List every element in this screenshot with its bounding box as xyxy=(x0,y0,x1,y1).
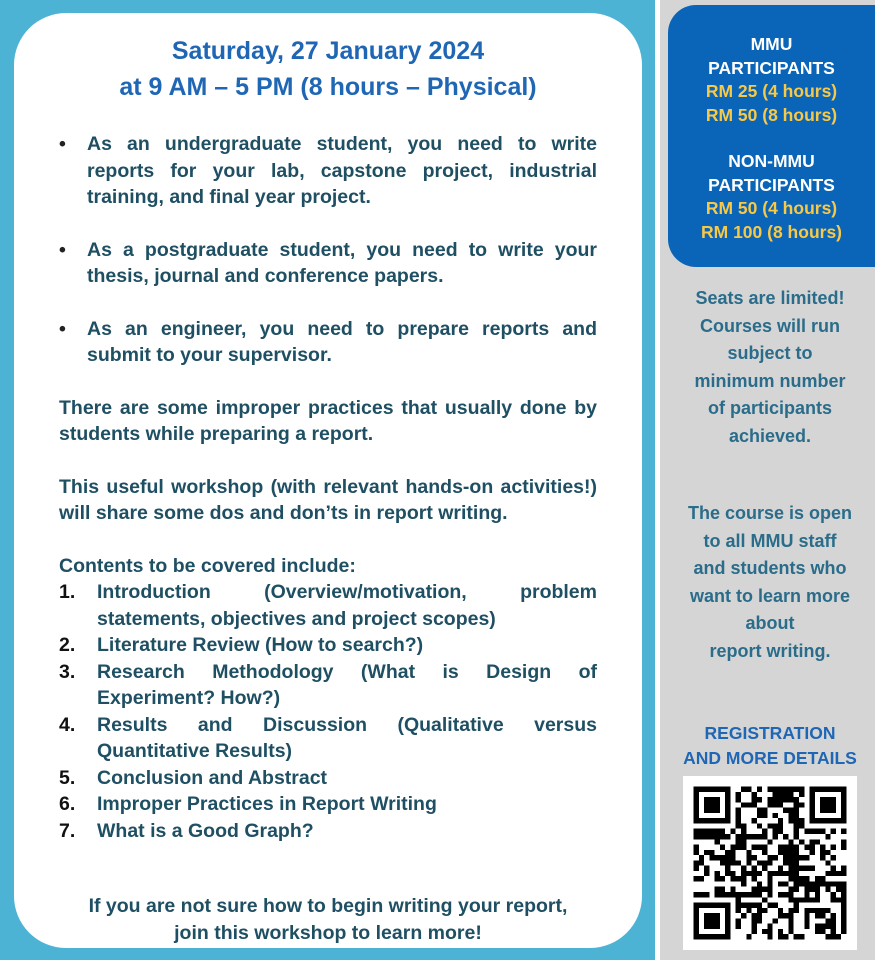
pricing-box xyxy=(668,5,875,267)
date-line: Saturday, 27 January 2024 xyxy=(171,37,485,65)
bullet-text: As an engineer, you need to prepare reports and submit to your supervisor. xyxy=(87,317,597,366)
non-mmu-title-1: NON-MMU xyxy=(728,151,815,171)
event-date xyxy=(14,33,642,105)
list-item xyxy=(59,712,597,765)
contents-list xyxy=(59,579,597,844)
note-line: Courses will run xyxy=(699,315,841,336)
note-line: achieved. xyxy=(728,425,812,446)
closing-line-2: join this workshop to learn more! xyxy=(174,921,482,944)
mmu-price-8h: RM 50 (8 hours) xyxy=(705,104,838,125)
list-text: Improper Practices in Report Writing xyxy=(97,793,437,815)
note-line: The course is open xyxy=(687,503,853,523)
list-number: 7. xyxy=(59,819,76,842)
bullet-text: As a postgraduate student, you need to write your thesis, journal and conference papers. xyxy=(87,238,597,287)
note-line: and students who xyxy=(693,558,847,578)
note-line: of participants xyxy=(707,398,832,418)
mmu-pricing xyxy=(668,33,875,127)
non-mmu-price-4h: RM 50 (4 hours) xyxy=(705,198,838,218)
bullet-dot: • xyxy=(59,133,66,155)
bullet-item xyxy=(59,316,597,369)
registration-heading xyxy=(665,721,875,771)
list-text: Literature Review (How to search?) xyxy=(97,634,424,656)
main-card xyxy=(14,13,642,948)
mmu-title-2: PARTICIPANTS xyxy=(708,57,835,78)
divider xyxy=(655,0,660,960)
note-line: Seats are limited! xyxy=(695,288,845,308)
list-text: Introduction (Overview/motivation, problem statements, objectives and project scopes) xyxy=(97,581,597,630)
closing-message xyxy=(34,893,622,946)
list-item xyxy=(59,765,597,792)
list-number: 4. xyxy=(59,713,76,736)
bullet-item xyxy=(59,131,597,211)
note-line: want to learn more xyxy=(689,585,851,606)
non-mmu-price-8h: RM 100 (8 hours) xyxy=(701,221,842,242)
time-line: at 9 AM – 5 PM (8 hours – Physical) xyxy=(119,73,537,101)
bullet-item xyxy=(59,237,597,290)
list-number: 1. xyxy=(59,581,76,603)
mmu-price-4h: RM 25 (4 hours) xyxy=(705,81,838,101)
list-item xyxy=(59,791,597,818)
note-line: to all MMU staff xyxy=(703,530,837,551)
list-item xyxy=(59,818,597,845)
list-number: 6. xyxy=(59,793,76,815)
list-text: Conclusion and Abstract xyxy=(97,766,328,789)
bullet-dot: • xyxy=(59,317,66,340)
note-line: minimum number xyxy=(694,370,846,391)
closing-line-1: If you are not sure how to begin writing your report, xyxy=(88,895,568,917)
mmu-title-1: MMU xyxy=(750,34,793,54)
list-text: Research Methodology (What is Design of Experiment? How?) xyxy=(97,660,597,709)
registration-line-1: REGISTRATION xyxy=(704,723,836,743)
paragraph-workshop: This useful workshop (with relevant hands-on activities!) will share some dos and don’ts in report writing. xyxy=(59,475,597,524)
list-item xyxy=(59,579,597,632)
list-text: What is a Good Graph? xyxy=(97,819,314,842)
non-mmu-pricing xyxy=(668,150,875,244)
bullet-text: As an undergraduate student, you need to write reports for your lab, capstone project, industrial training, and final year project. xyxy=(87,133,597,208)
list-number: 3. xyxy=(59,660,76,683)
list-number: 2. xyxy=(59,634,76,656)
body-text xyxy=(59,131,597,844)
registration-line-2: AND MORE DETAILS xyxy=(683,748,857,768)
note-line: about xyxy=(745,613,795,633)
seats-note xyxy=(665,285,875,450)
contents-title: Contents to be covered include: xyxy=(59,554,356,577)
list-item xyxy=(59,659,597,712)
note-line: report writing. xyxy=(709,640,831,661)
list-item xyxy=(59,632,597,659)
note-line: subject to xyxy=(727,343,813,363)
list-number: 5. xyxy=(59,766,76,789)
paragraph-practices: There are some improper practices that usually done by students while preparing a report. xyxy=(59,396,597,445)
open-note xyxy=(665,500,875,665)
qr-code[interactable] xyxy=(683,776,857,950)
qr-code-icon xyxy=(683,776,857,950)
list-text: Results and Discussion (Qualitative versus Quantitative Results) xyxy=(97,713,597,762)
bullet-dot: • xyxy=(59,238,66,261)
non-mmu-title-2: PARTICIPANTS xyxy=(708,174,835,195)
